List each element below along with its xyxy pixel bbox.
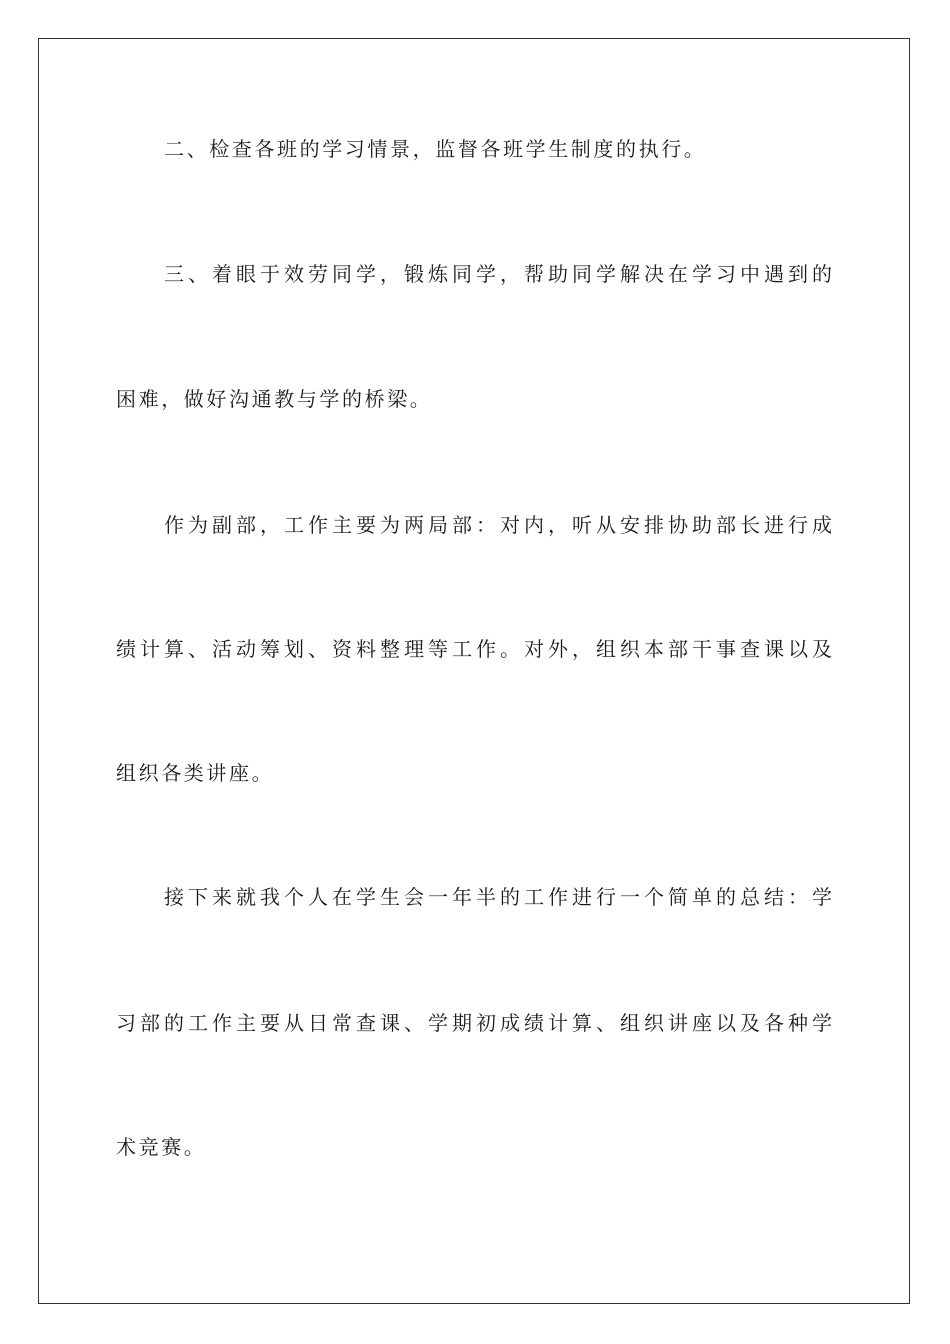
paragraph-line: 困难，做好沟通教与学的桥梁。 — [116, 387, 433, 411]
paragraph-line: 术竞赛。 — [116, 1135, 207, 1159]
paragraph-line: 二、检查各班的学习情景，监督各班学生制度的执行。 — [164, 137, 707, 161]
paragraph-line: 绩计算、活动筹划、资料整理等工作。对外，组织本部干事查课以及 — [116, 637, 832, 661]
paragraph-line: 作为副部，工作主要为两局部：对内，听从安排协助部长进行成 — [164, 513, 832, 537]
paragraph-line: 接下来就我个人在学生会一年半的工作进行一个简单的总结：学 — [164, 885, 832, 909]
paragraph-line: 组织各类讲座。 — [116, 761, 275, 785]
paragraph-line: 三、着眼于效劳同学，锻炼同学，帮助同学解决在学习中遇到的 — [164, 262, 832, 286]
paragraph-line: 习部的工作主要从日常查课、学期初成绩计算、组织讲座以及各种学 — [116, 1011, 832, 1035]
page-border — [38, 38, 910, 1304]
